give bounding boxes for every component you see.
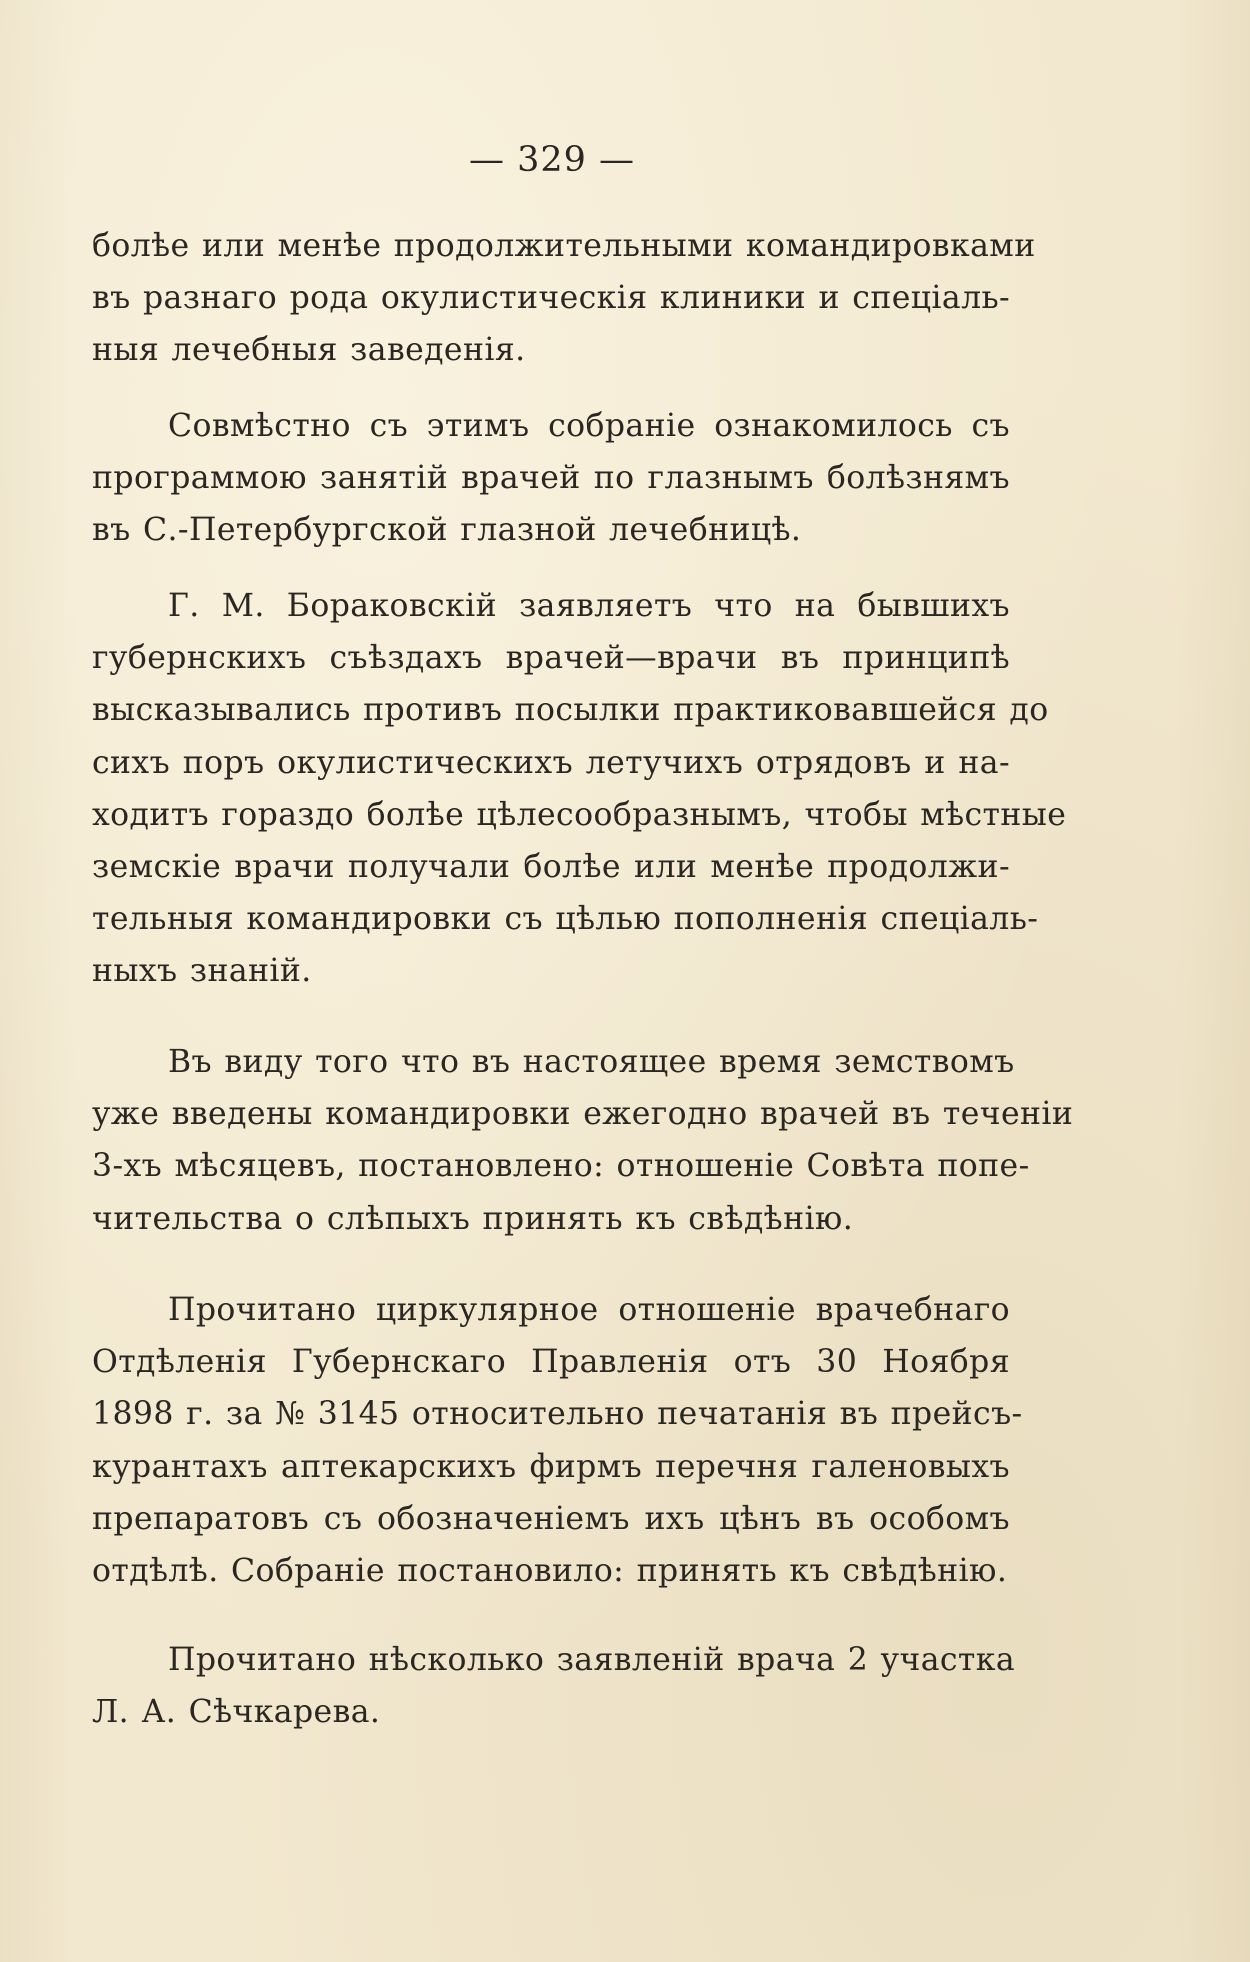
text-line: 1898 г. за № 3145 относительно печатанія въ прейсъ- (92, 1396, 1023, 1433)
paragraph-2 (92, 400, 1010, 557)
text-line: ныхъ знаній. (92, 953, 312, 990)
paragraph-6 (92, 1634, 1016, 1738)
text-line: программою занятій врачей по глазнымъ болѣзнямъ (92, 460, 1010, 497)
page-number: — 329 — (468, 140, 636, 180)
paragraph-1 (92, 220, 1036, 377)
text-line: въ разнаго рода окулистическія клиники и спеціаль- (92, 280, 1011, 317)
text-line: земскіе врачи получали болѣе или менѣе продолжи- (92, 849, 1010, 886)
text-line: ныя лечебныя заведенія. (92, 332, 526, 369)
text-line: Л. А. Сѣчкарева. (92, 1694, 381, 1731)
text-line: курантахъ аптекарскихъ фирмъ перечня галеновыхъ (92, 1448, 1010, 1485)
text-line: сихъ поръ окулистическихъ летучихъ отрядовъ и на- (92, 744, 1010, 781)
paragraph-4 (92, 1036, 1074, 1245)
text-line: Отдѣленія Губернскаго Правленія отъ 30 Ноября (92, 1344, 1010, 1381)
text-line: отдѣлѣ. Собраніе постановило: принять къ свѣдѣнію. (92, 1553, 1008, 1590)
text-line: болѣе или менѣе продолжительными командировками (92, 228, 1036, 264)
text-line: тельныя командировки съ цѣлью пополненія спеціаль- (92, 901, 1039, 938)
text-line: Прочитано циркулярное отношеніе врачебнаго (168, 1292, 1010, 1328)
paragraph-5 (92, 1284, 1023, 1597)
text-line: Совмѣстно съ этимъ собраніе ознакомилось съ (168, 408, 1010, 444)
text-line: уже введены командировки ежегодно врачей въ теченіи (92, 1096, 1074, 1133)
text-line: препаратовъ съ обозначеніемъ ихъ цѣнъ въ особомъ (92, 1500, 1010, 1537)
text-line: 3-хъ мѣсяцевъ, постановлено: отношеніе Совѣта попе- (92, 1148, 1030, 1185)
text-line: ходитъ гораздо болѣе цѣлесообразнымъ, чтобы мѣстные (92, 796, 1067, 833)
text-line: въ С.-Петербургской глазной лечебницѣ. (92, 512, 802, 549)
text-line: Въ виду того что въ настоящее время земствомъ (168, 1044, 1015, 1080)
text-line: Г. М. Бораковскій заявляетъ что на бывшихъ (168, 588, 1010, 624)
text-line: Прочитано нѣсколько заявленій врача 2 участка (168, 1642, 1016, 1678)
text-line: высказывались противъ посылки практиковавшейся до (92, 692, 1049, 729)
paragraph-3 (92, 580, 1067, 998)
text-line: губернскихъ съѣздахъ врачей—врачи въ принципѣ (92, 640, 1010, 677)
text-line: чительства о слѣпыхъ принять къ свѣдѣнію. (92, 1200, 854, 1237)
